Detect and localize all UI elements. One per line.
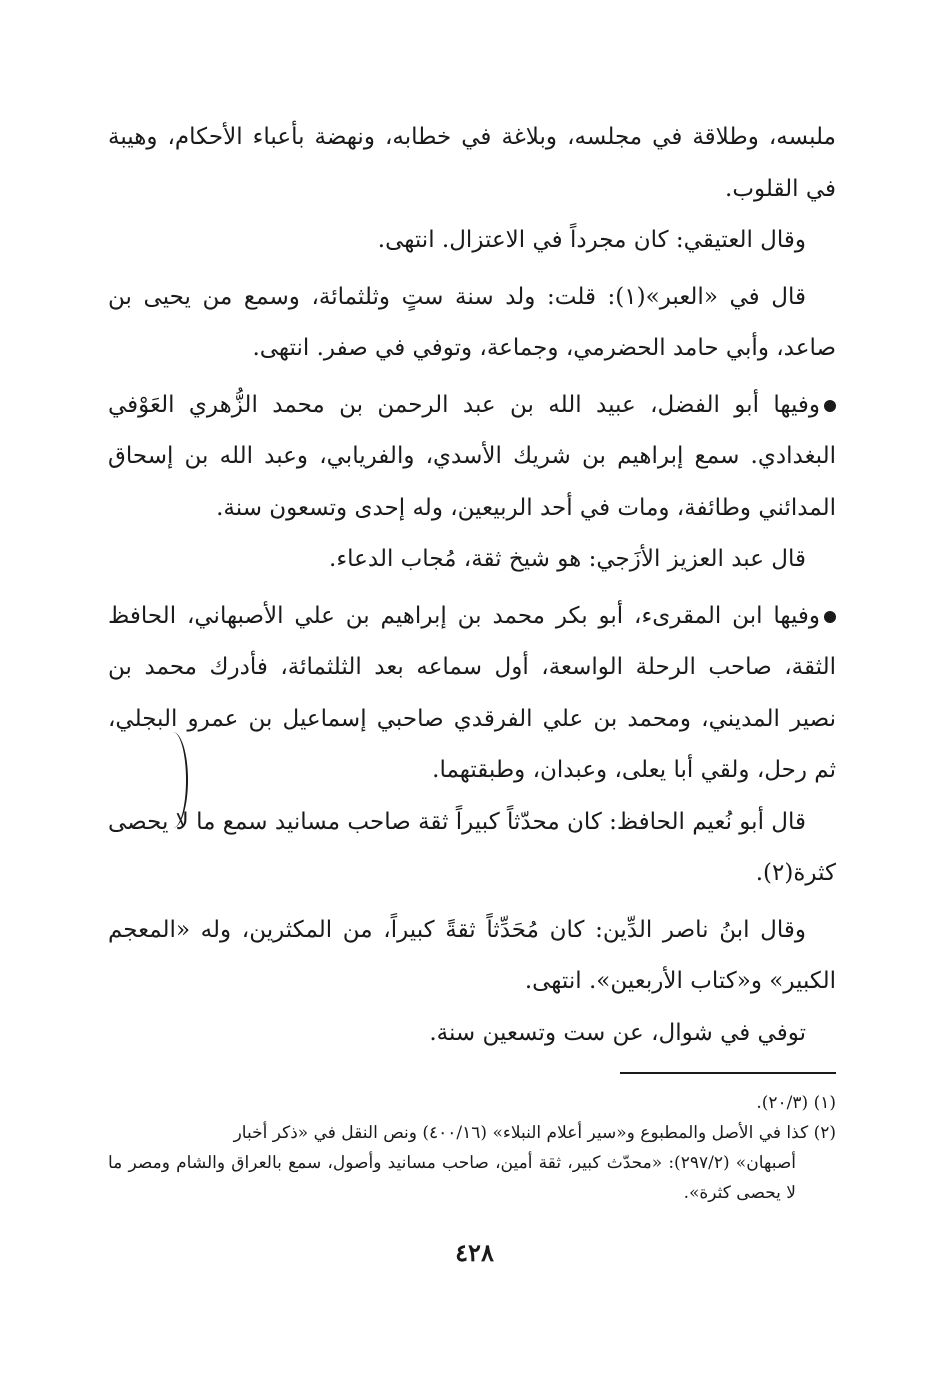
paragraph-abu-alfadl-text: وفيها أبو الفضل، عبيد الله بن عبد الرحمن بن محمد الزُّهري العَوْفي البغدادي. سمع إبراهيم بن شريك الأسدي، والفريابي، وعبد الله بن إسحاق المدائني وطائفة، ومات في أحد الربيعين، وله إحدى وتسعون سنة. [108, 391, 836, 521]
bullet-icon [824, 611, 836, 623]
footnotes [108, 1088, 836, 1208]
main-text [108, 112, 836, 1059]
paragraph-ibn-nasir: وقال ابنُ ناصر الدِّين: كان مُحَدِّثاً ثقةً كبيراً، من المكثرين، وله «المعجم الكبير» و«كتاب الأربعين». انتهى. [108, 916, 836, 994]
bullet-icon [824, 400, 836, 412]
paragraph-abu-nuaym: قال أبو نُعيم الحافظ: كان محدّثاً كبيراً ثقة صاحب مسانيد سمع ما لا يحصى كثرة(٢). [108, 808, 836, 886]
paragraph-ibn-almuqri [108, 591, 836, 797]
footnote-2-first-line: (٢) كذا في الأصل والمطبوع و«سير أعلام النبلاء» (٤٠٠/١٦) ونص النقل في «ذكر أخبار [233, 1123, 836, 1143]
footnote-1: (١) (٢٠/٣). [756, 1093, 836, 1113]
paragraph-death: توفي في شوال، عن ست وتسعين سنة. [429, 1019, 806, 1046]
handwritten-bracket-mark [158, 732, 188, 828]
footnote-2-continuation: أصبهان» (٢٩٧/٢): «محدّث كبير، ثقة أمين، صاحب مسانيد وأصول، سمع بالعراق والشام ومصر ما لا يحصى كثرة». [108, 1153, 796, 1203]
paragraph-ateeqi: وقال العتيقي: كان مجرداً في الاعتزال. انتهى. [377, 227, 806, 253]
page-number: ٤٢٨ [455, 1238, 494, 1267]
paragraph-ibn-almuqri-text: وفيها ابن المقرىء، أبو بكر محمد بن إبراهيم بن علي الأصبهاني، الحافظ الثقة، صاحب الرحلة الواسعة، أول سماعه بعد الثلثمائة، فأدرك محمد بن نصير المديني، ومحمد بن علي الفرقدي صاحبي إسماعيل بن عمرو البجلي، ثم رحل، ولقي أبا يعلى، وعبدان، وطبقتهما. [108, 602, 836, 783]
paragraph-ibar: قال في «العبر»(١): قلت: ولد سنة ستٍ وثلثمائة، وسمع من يحيى بن صاعد، وأبي حامد الحضرمي، وجماعة، وتوفي في صفر. انتهى. [108, 283, 836, 361]
footnote-divider [620, 1072, 836, 1074]
paragraph-azaji: قال عبد العزيز الأزَجي: هو شيخ ثقة، مُجاب الدعاء. [329, 546, 806, 572]
paragraph-abu-alfadl [108, 380, 836, 535]
paragraph-continuation: ملبسه، وطلاقة في مجلسه، وبلاغة في خطابه، ونهضة بأعباء الأحكام، وهيبة في القلوب. [108, 124, 836, 202]
